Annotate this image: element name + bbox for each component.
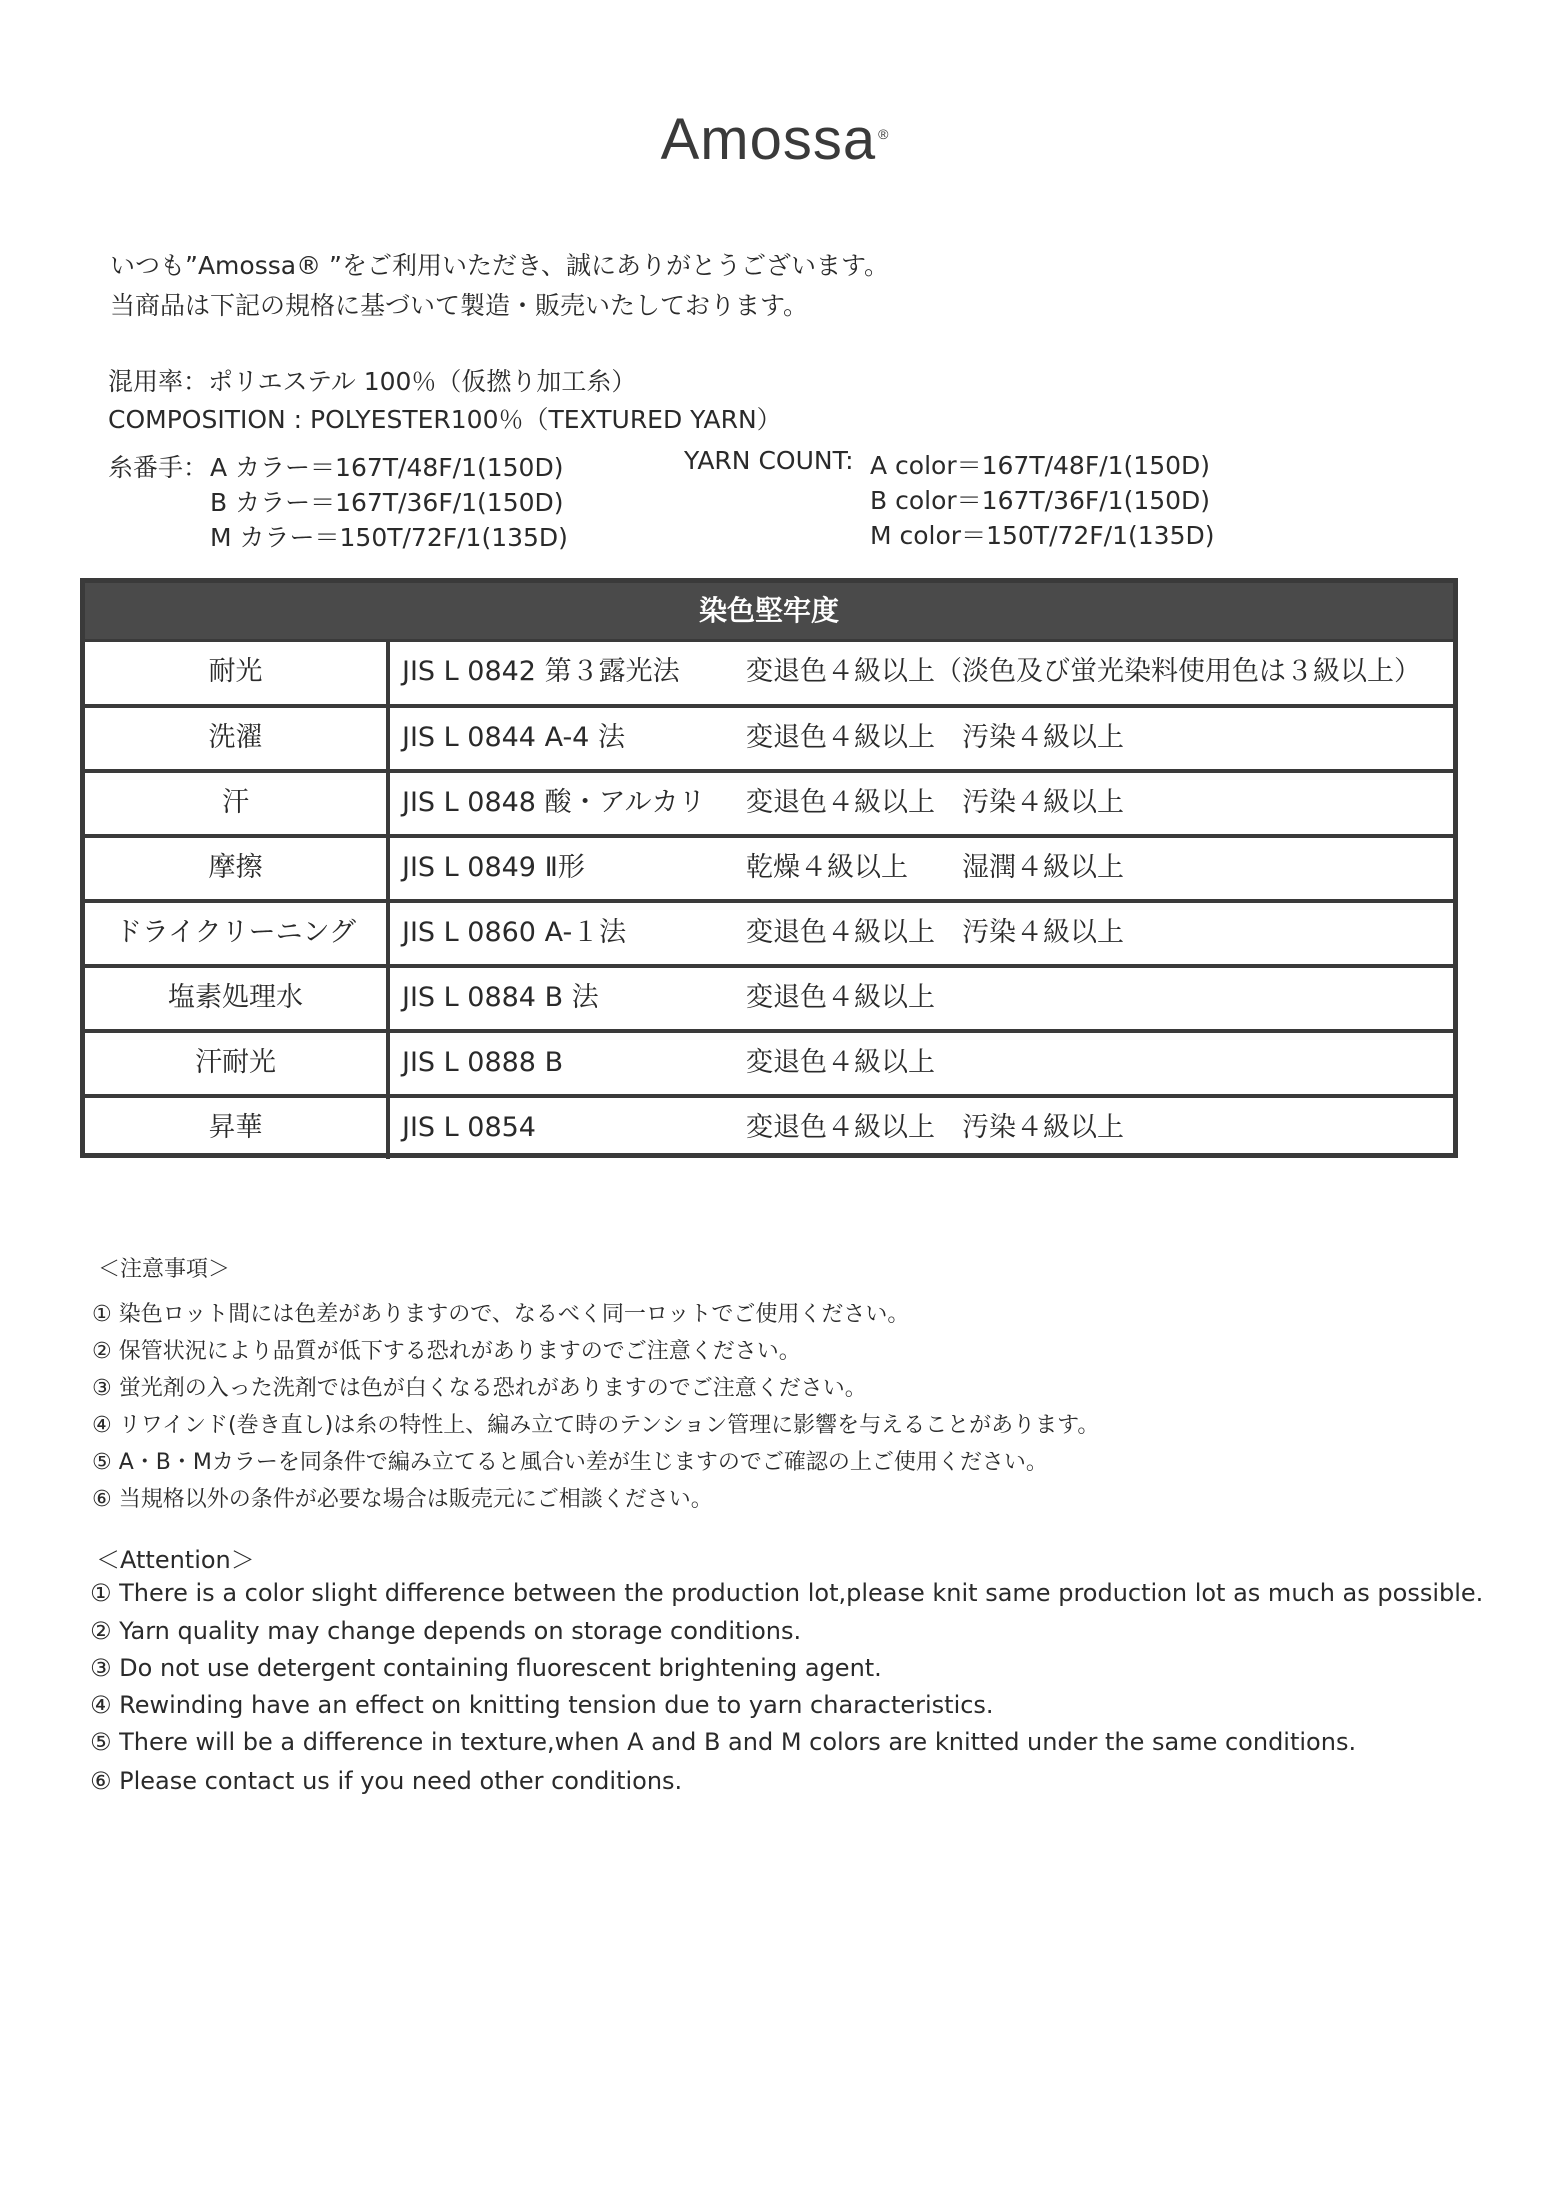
table-row bbox=[85, 1029, 1453, 1094]
test-item: 洗濯 bbox=[85, 708, 390, 769]
notes-jp-item: ① 染色ロット間には色差がありますので、なるべく同一ロットでご使用ください。 bbox=[92, 1302, 910, 1327]
table-row bbox=[85, 964, 1453, 1029]
table-row bbox=[85, 899, 1453, 964]
test-result: 変退色４級以上 bbox=[746, 1047, 935, 1078]
test-result: 乾燥４級以上 湿潤４級以上 bbox=[746, 852, 1124, 883]
notes-en-item: ③ Do not use detergent containing fluorescent brightening agent. bbox=[90, 1654, 882, 1682]
table-row bbox=[85, 769, 1453, 834]
notes-en-item: ⑥ Please contact us if you need other conditions. bbox=[90, 1767, 683, 1795]
test-item: 塩素処理水 bbox=[85, 968, 390, 1029]
yarn-count-en-b: B color＝167T/36F/1(150D) bbox=[870, 486, 1211, 515]
composition-jp: 混用率：ポリエステル 100％（仮撚り加工糸） bbox=[108, 367, 637, 396]
test-result: 変退色４級以上 bbox=[746, 982, 935, 1013]
yarn-count-jp-label: 糸番手： bbox=[108, 453, 209, 482]
test-item: 耐光 bbox=[85, 642, 390, 704]
yarn-count-en-label: YARN COUNT: bbox=[684, 446, 854, 475]
notes-en-item: ⑤ There will be a difference in texture,when A and B and M colors are knitted under the same conditions. bbox=[90, 1728, 1357, 1756]
table-row bbox=[85, 704, 1453, 769]
brand-logo bbox=[0, 106, 1550, 173]
test-method: JIS L 0842 第３露光法 bbox=[402, 656, 680, 687]
notes-en-item: ④ Rewinding have an effect on knitting tension due to yarn characteristics. bbox=[90, 1691, 994, 1719]
notes-jp-item: ③ 蛍光剤の入った洗剤では色が白くなる恐れがありますのでご注意ください。 bbox=[92, 1376, 867, 1401]
notes-en-item: ② Yarn quality may change depends on storage conditions. bbox=[90, 1617, 802, 1645]
yarn-count-en-m: M color＝150T/72F/1(135D) bbox=[870, 521, 1215, 550]
notes-en-item: ① There is a color slight difference between the production lot,please knit same production lot as much as possible. bbox=[90, 1579, 1484, 1607]
test-item: 摩擦 bbox=[85, 838, 390, 899]
registered-mark: ® bbox=[878, 125, 890, 142]
test-method: JIS L 0888 B bbox=[402, 1047, 564, 1078]
test-item: 汗耐光 bbox=[85, 1033, 390, 1094]
notes-jp-item: ④ リワインド(巻き直し)は糸の特性上、編み立て時のテンション管理に影響を与えることがあります。 bbox=[92, 1413, 1100, 1438]
test-item: 汗 bbox=[85, 773, 390, 834]
table-row bbox=[85, 834, 1453, 899]
test-method: JIS L 0884 B 法 bbox=[402, 982, 599, 1013]
test-item: 昇華 bbox=[85, 1098, 390, 1159]
test-result: 変退色４級以上 汚染４級以上 bbox=[746, 787, 1124, 818]
notes-jp-item: ② 保管状況により品質が低下する恐れがありますのでご注意ください。 bbox=[92, 1339, 801, 1364]
table-row bbox=[85, 1094, 1453, 1159]
fastness-table-title: 染色堅牢度 bbox=[85, 583, 1453, 639]
notes-jp-title: ＜注意事項＞ bbox=[98, 1257, 231, 1282]
yarn-count-en-a: A color＝167T/48F/1(150D) bbox=[870, 451, 1211, 480]
test-result: 変退色４級以上 汚染４級以上 bbox=[746, 722, 1124, 753]
intro-line-1: いつも”Amossa® ”をご利用いただき、誠にありがとうございます。 bbox=[110, 251, 889, 280]
yarn-count-jp-b: B カラー＝167T/36F/1(150D) bbox=[210, 488, 564, 517]
intro-line-2: 当商品は下記の規格に基づいて製造・販売いたしております。 bbox=[110, 291, 809, 320]
test-item: ドライクリーニング bbox=[85, 903, 390, 964]
test-method: JIS L 0854 bbox=[402, 1112, 536, 1143]
notes-jp-item: ⑤ A・B・Mカラーを同条件で編み立てると風合い差が生じますのでご確認の上ご使用ください。 bbox=[92, 1450, 1048, 1475]
test-result: 変退色４級以上（淡色及び蛍光染料使用色は３級以上） bbox=[746, 656, 1421, 687]
brand-name: Amossa bbox=[660, 107, 877, 172]
test-method: JIS L 0844 A-4 法 bbox=[402, 722, 625, 753]
yarn-count-jp-a: A カラー＝167T/48F/1(150D) bbox=[210, 453, 564, 482]
yarn-count-jp-m: M カラー＝150T/72F/1(135D) bbox=[210, 523, 568, 552]
notes-en-title: ＜Attention＞ bbox=[96, 1546, 255, 1574]
test-method: JIS L 0860 A-１法 bbox=[402, 917, 627, 948]
table-row bbox=[85, 639, 1453, 704]
fastness-table bbox=[80, 578, 1458, 1158]
test-result: 変退色４級以上 汚染４級以上 bbox=[746, 1112, 1124, 1143]
composition-en: COMPOSITION : POLYESTER100％（TEXTURED YARN） bbox=[108, 405, 782, 434]
notes-jp-item: ⑥ 当規格以外の条件が必要な場合は販売元にご相談ください。 bbox=[92, 1487, 713, 1512]
test-method: JIS L 0849 Ⅱ形 bbox=[402, 852, 585, 883]
test-result: 変退色４級以上 汚染４級以上 bbox=[746, 917, 1124, 948]
test-method: JIS L 0848 酸・アルカリ bbox=[402, 787, 706, 818]
